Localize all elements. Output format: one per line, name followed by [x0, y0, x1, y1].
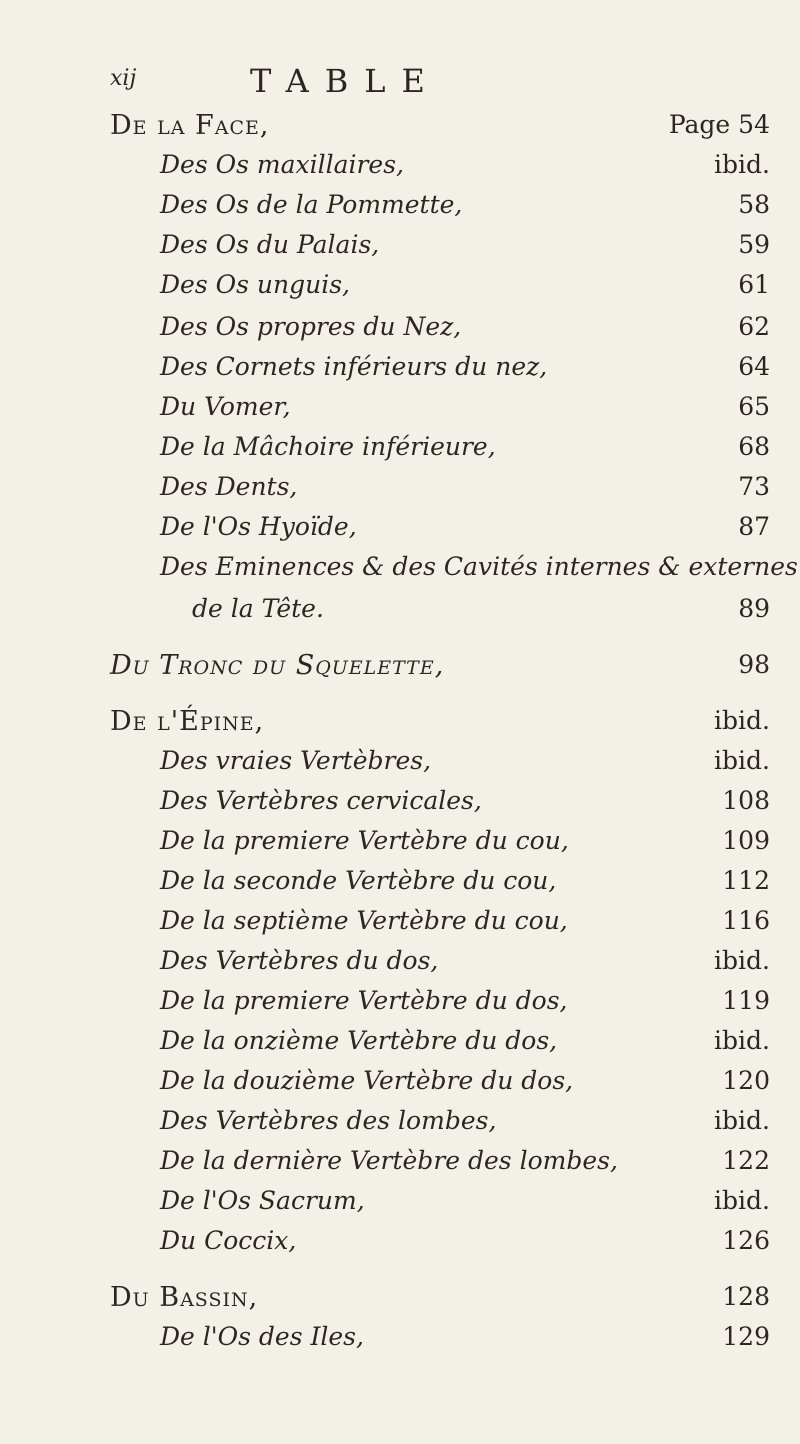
- toc-entry: [0, 1186, 800, 1226]
- toc-entry-title: De la dernière Vertèbre des lombes,: [160, 1146, 618, 1175]
- toc-entry: [0, 110, 800, 150]
- toc-entry: [0, 150, 800, 190]
- toc-entry-page: 128: [722, 1282, 770, 1311]
- toc-entry-title: Des Os unguis,: [160, 270, 350, 299]
- toc-entry: [0, 1026, 800, 1066]
- toc-entry-title: De l'Os Sacrum,: [160, 1186, 365, 1215]
- toc-entry-page: ibid.: [714, 946, 770, 975]
- toc-entry-page: 62: [738, 312, 770, 341]
- toc-entry-title: De la Face,: [110, 110, 270, 141]
- toc-entry: [0, 472, 800, 512]
- toc-entry-title: Des vraies Vertèbres,: [160, 746, 432, 775]
- toc-entry: [0, 190, 800, 230]
- toc-entry-title: De la seconde Vertèbre du cou,: [160, 866, 557, 895]
- toc-entry: [0, 1106, 800, 1146]
- toc-entry: [0, 906, 800, 946]
- toc-entry-title: Des Os propres du Nez,: [160, 312, 462, 341]
- toc-entry: [0, 392, 800, 432]
- toc-entry-page: 61: [738, 270, 770, 299]
- toc-entry-page: 116: [722, 906, 770, 935]
- toc-entry: [0, 312, 800, 352]
- toc-entry: [0, 432, 800, 472]
- running-title: TABLE: [250, 62, 441, 100]
- page-number: xij: [110, 66, 137, 91]
- toc-entry-page: 126: [722, 1226, 770, 1255]
- toc-entry-title: De la premiere Vertèbre du dos,: [160, 986, 568, 1015]
- toc-entry-page: ibid.: [714, 1026, 770, 1055]
- toc-entry-page: Page 54: [668, 110, 770, 139]
- toc-entry-title: Du Tronc du Squelette,: [110, 650, 445, 681]
- toc-entry-title: Des Vertèbres cervicales,: [160, 786, 482, 815]
- toc-entry: [0, 552, 800, 592]
- toc-entry-title: Du Bassin,: [110, 1282, 259, 1313]
- toc-entry-page: 122: [722, 1146, 770, 1175]
- toc-entry-page: 120: [722, 1066, 770, 1095]
- toc-entry-page: 87: [738, 512, 770, 541]
- toc-entry-title: De la Mâchoire inférieure,: [160, 432, 496, 461]
- toc-entry: [0, 786, 800, 826]
- toc-entry-title: Du Coccix,: [160, 1226, 297, 1255]
- toc-entry: [0, 650, 800, 690]
- toc-entry-title: Des Os de la Pommette,: [160, 190, 463, 219]
- toc-entry: [0, 1226, 800, 1266]
- toc-entry: [0, 230, 800, 270]
- toc-entry-page: 129: [722, 1322, 770, 1351]
- toc-entry: [0, 1066, 800, 1106]
- toc-entry: [0, 986, 800, 1026]
- toc-entry-page: 108: [722, 786, 770, 815]
- toc-entry-page: ibid.: [714, 1186, 770, 1215]
- toc-entry-title: de la Tête.: [192, 594, 324, 623]
- toc-entry-page: 112: [722, 866, 770, 895]
- toc-entry-page: 68: [738, 432, 770, 461]
- toc-entry-page: 64: [738, 352, 770, 381]
- toc-entry-page: ibid.: [714, 150, 770, 179]
- toc-entry-title: Des Vertèbres des lombes,: [160, 1106, 497, 1135]
- toc-entry: [0, 826, 800, 866]
- toc-entry-page: 109: [722, 826, 770, 855]
- toc-entry-page: 65: [738, 392, 770, 421]
- toc-entry-title: De l'Épine,: [110, 706, 265, 737]
- toc-entry: [0, 866, 800, 906]
- toc-entry-title: Des Vertèbres du dos,: [160, 946, 439, 975]
- toc-entry-page: 89: [738, 594, 770, 623]
- page-header: [110, 62, 580, 102]
- toc-entry-page: 98: [738, 650, 770, 679]
- toc-entry-title: De l'Os des Iles,: [160, 1322, 364, 1351]
- toc-entry-title: Des Cornets inférieurs du nez,: [160, 352, 548, 381]
- toc-entry-title: De la premiere Vertèbre du cou,: [160, 826, 569, 855]
- toc-entry: [0, 746, 800, 786]
- toc-entry: [0, 946, 800, 986]
- toc-entry: [0, 1322, 800, 1362]
- toc-entry-title: De la septième Vertèbre du cou,: [160, 906, 568, 935]
- toc-entry-title: Des Os maxillaires,: [160, 150, 405, 179]
- toc-entry-page: 119: [722, 986, 770, 1015]
- toc-entry-page: ibid.: [714, 1106, 770, 1135]
- toc-entry-page: ibid.: [714, 746, 770, 775]
- toc-entry: [0, 1146, 800, 1186]
- toc-entry: [0, 1282, 800, 1322]
- toc-entry-page: 73: [738, 472, 770, 501]
- toc-entry-page: ibid.: [714, 706, 770, 735]
- toc-entry-title: Du Vomer,: [160, 392, 291, 421]
- toc-entry-title: De la onzième Vertèbre du dos,: [160, 1026, 558, 1055]
- toc-entry-page: 59: [738, 230, 770, 259]
- toc-entry-page: 58: [738, 190, 770, 219]
- toc-entry: [0, 512, 800, 552]
- toc-entry: [0, 706, 800, 746]
- toc-entry-title: Des Eminences & des Cavités internes & externes: [160, 552, 798, 581]
- toc-entry: [0, 352, 800, 392]
- toc-entry-title: Des Dents,: [160, 472, 298, 501]
- toc-entry: [0, 594, 800, 634]
- toc-entry-title: Des Os du Palais,: [160, 230, 380, 259]
- toc-entry: [0, 270, 800, 310]
- toc-entry-title: De l'Os Hyoïde,: [160, 512, 357, 541]
- toc-entry-title: De la douzième Vertèbre du dos,: [160, 1066, 574, 1095]
